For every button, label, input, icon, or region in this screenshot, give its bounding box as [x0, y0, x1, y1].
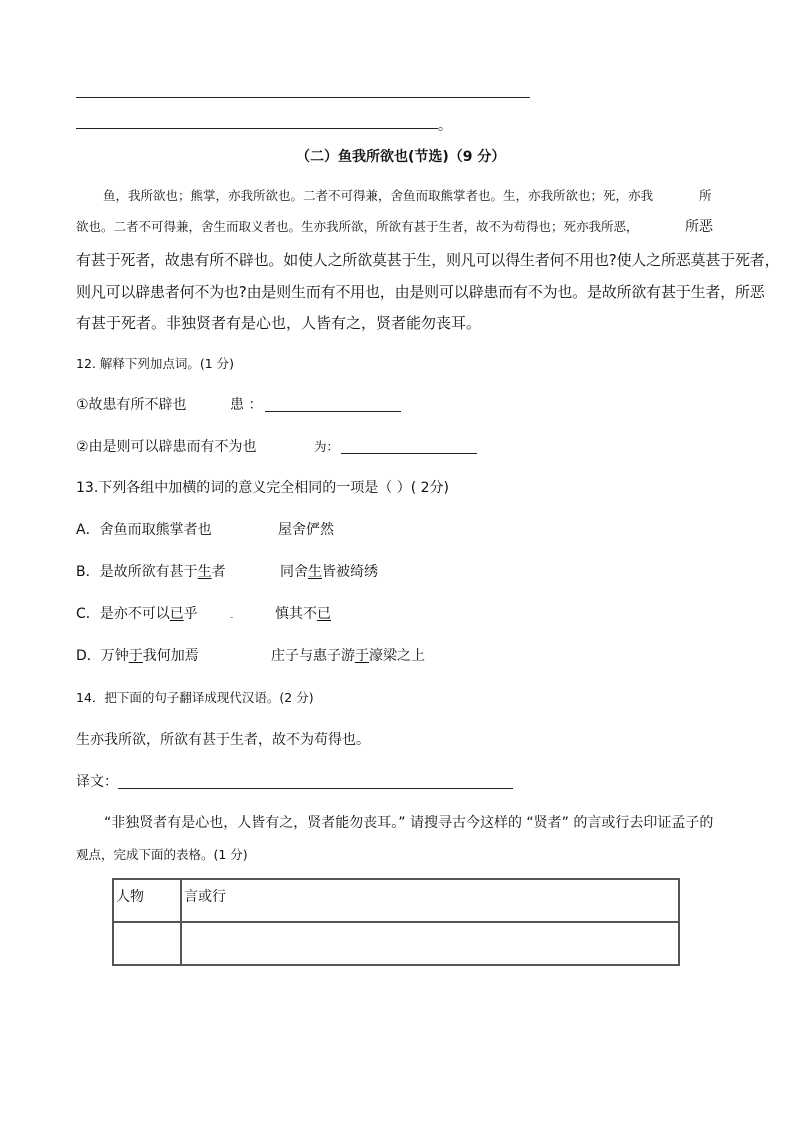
q13-d-left-post: 我何加焉 — [142, 648, 199, 664]
q13-d-right-underlined: 于 — [355, 648, 369, 664]
table-header-word-or-deed: 言或行 — [181, 879, 679, 922]
answer-line-2[interactable] — [76, 128, 438, 129]
table-cell-person[interactable] — [113, 922, 181, 965]
q12-item2-answer-blank[interactable] — [341, 453, 477, 454]
q13-c-right-underlined: 已 — [317, 606, 331, 622]
q13-d-left-pre: D．万钟 — [76, 648, 129, 664]
q12-item1-answer-blank[interactable] — [265, 411, 401, 412]
q15-line-1: “非独贤者有是心也，人皆有之，贤者能勿丧耳。” 请搜寻古今这样的 “贤者” 的言或行去印证孟子的 — [104, 815, 714, 831]
q13-stem: 13.下列各组中加横的词的意义完全相同的一项是（ ）( 2分) — [76, 480, 449, 496]
table-cell-word-or-deed[interactable] — [181, 922, 679, 965]
q13-option-b-right — [280, 562, 378, 582]
q13-option-a-left[interactable]: A．舍鱼而取熊掌者也 — [76, 522, 212, 538]
passage-line-4: 则凡可以辟患者何不为也?由是则生而有不用也，由是则可以辟患而有不为也。是故所欲有甚于生者，所恶 — [76, 283, 765, 301]
passage-line-3: 有甚于死者，故患有所不辟也。如使人之所欲莫甚于生，则凡可以得生者何不用也?使人之所恶莫甚于死者， — [76, 251, 780, 269]
passage-line-2b: 所恶 — [685, 219, 713, 235]
q13-option-d-right — [271, 646, 425, 666]
q13-option-d-left[interactable] — [76, 646, 199, 666]
q13-option-c-right — [275, 604, 331, 624]
q13-option-a-right: 屋舍俨然 — [278, 522, 334, 538]
q14-answer-blank[interactable] — [118, 788, 513, 789]
passage-line-2a: 欲也。二者不可得兼，舍生而取义者也。生亦我所欲，所欲有甚于生者，故不为苟得也；死亦我所恶， — [76, 219, 639, 234]
q13-b-right-pre: 同舍 — [280, 564, 308, 580]
section-title: （二）鱼我所欲也(节选)（9 分） — [296, 149, 506, 165]
answer-line-1[interactable] — [76, 97, 530, 98]
stray-mark — [230, 617, 233, 618]
q14-sentence: 生亦我所欲，所欲有甚于生者，故不为苟得也。 — [76, 732, 370, 748]
q13-option-b-left[interactable] — [76, 562, 226, 582]
q12-item2-key: 为： — [314, 439, 340, 454]
q13-b-right-post: 皆被绮绣 — [322, 564, 378, 580]
q12-item1-text: ①故患有所不辟也 — [76, 397, 187, 413]
q13-d-right-pre: 庄子与惠子游 — [271, 648, 355, 664]
q13-c-left-pre: C．是亦不可以 — [76, 606, 170, 622]
passage-line-1b: 所 — [699, 188, 712, 203]
answer-line-end: 。 — [438, 118, 452, 134]
q13-b-left-pre: B．是故所欲有甚于 — [76, 564, 198, 580]
q13-c-right-pre: 慎其不 — [275, 606, 317, 622]
q13-d-right-post: 濠梁之上 — [369, 648, 425, 664]
table-header-row — [113, 879, 679, 922]
passage-line-1a: 鱼，我所欲也；熊掌，亦我所欲也。二者不可得兼，舍鱼而取熊掌者也。生，亦我所欲也；死，亦我 — [103, 188, 654, 203]
q12-item1-key: 患 ： — [230, 397, 263, 413]
q12-item2-text: ②由是则可以辟患而有不为也 — [76, 439, 257, 455]
q13-b-right-underlined: 生 — [308, 564, 322, 580]
q14-stem: 14．把下面的句子翻译成现代汉语。(2 分) — [76, 690, 314, 705]
answer-table — [112, 878, 680, 966]
q13-b-left-post: 者 — [211, 564, 226, 580]
q13-c-left-underlined: 已 — [169, 606, 184, 622]
table-row — [113, 922, 679, 965]
q13-d-left-underlined: 于 — [128, 648, 143, 664]
q12-stem: 12. 解释下列加点词。(1 分) — [76, 356, 235, 371]
passage-line-5: 有甚于死者。非独贤者有是心也，人皆有之，贤者能勿丧耳。 — [76, 314, 482, 332]
table-header-person: 人物 — [113, 879, 181, 922]
q13-b-left-underlined: 生 — [197, 564, 212, 580]
q14-label: 译文： — [76, 774, 118, 790]
q13-option-c-left[interactable] — [76, 604, 198, 624]
q13-c-left-post: 乎 — [183, 606, 198, 622]
q15-line-2: 观点，完成下面的表格。(1 分) — [76, 847, 248, 862]
